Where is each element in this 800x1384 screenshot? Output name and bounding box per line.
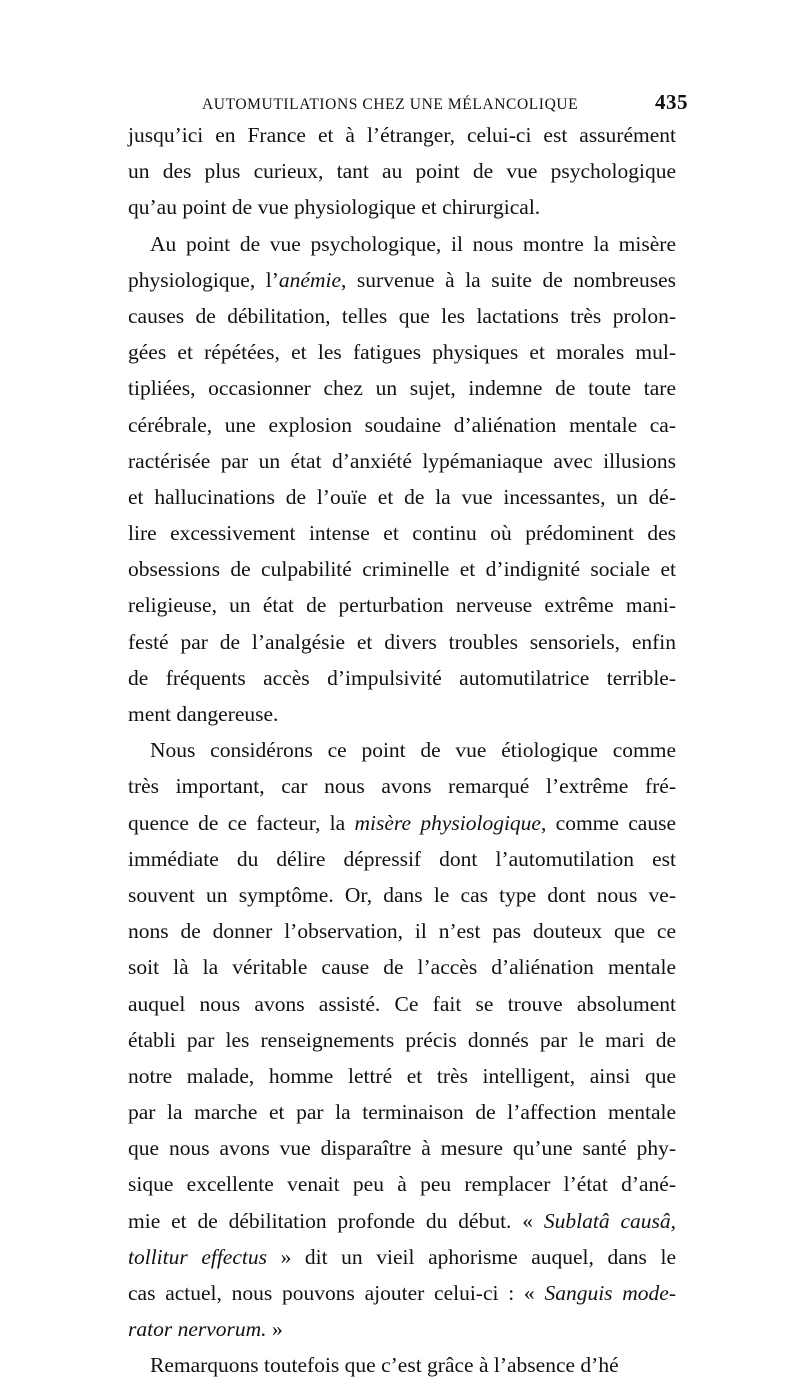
text-line: soit là la véritable cause de l’accès d’aliénation mentale [128,955,676,980]
text-line: cérébrale, une explosion soudaine d’aliénation mentale ca- [128,412,676,437]
text-line: un des plus curieux, tant au point de vue psychologique [128,159,676,184]
text-line: ractérisée par un état d’anxiété lypémaniaque avec illusions [128,448,676,473]
text-line: rator nervorum. » [128,1317,283,1342]
emphasis: tollitur effectus [128,1244,267,1269]
text-line: lire excessivement intense et continu où prédominent des [128,521,676,546]
body-text [128,117,676,1384]
emphasis: anémie [278,267,341,292]
text-line: auquel nous avons assisté. Ce fait se trouve absolument [128,991,676,1016]
text-line: religieuse, un état de perturbation nerveuse extrême mani- [128,593,676,618]
text-line: nons de donner l’observation, il n’est pas douteux que ce [128,919,676,944]
text-line: tollitur effectus » dit un vieil aphorisme auquel, dans le [128,1244,676,1269]
text-line: tipliées, occasionner chez un sujet, indemne de toute tare [128,376,676,401]
emphasis: rator nervorum. [128,1317,267,1342]
text-line: par la marche et par la terminaison de l’affection mentale [128,1100,676,1125]
text-line: jusqu’ici en France et à l’étranger, celui-ci est assurément [128,123,676,147]
text-line: festé par de l’analgésie et divers troubles sensoriels, enfin [128,629,676,654]
paragraph-first-line: Remarquons toutefois que c’est grâce à l’absence d’hé [150,1353,619,1378]
running-header [128,90,688,114]
text-line: très important, car nous avons remarqué l’extrême fré- [128,774,676,799]
text-line: quence de ce facteur, la misère physiologique, comme cause [128,810,676,835]
text-line: que nous avons vue disparaître à mesure qu’une santé phy- [128,1136,676,1161]
text-line: sique excellente venait peu à peu remplacer l’état d’ané- [128,1172,676,1197]
running-title: AUTOMUTILATIONS CHEZ UNE MÉLANCOLIQUE [202,96,579,113]
text-line: qu’au point de vue physiologique et chirurgical. [128,195,541,220]
text-line: de fréquents accès d’impulsivité automutilatrice terrible- [128,665,676,690]
text-line: immédiate du délire dépressif dont l’automutilation est [128,846,676,871]
paragraph-first-line: Au point de vue psychologique, il nous montre la misère [150,231,676,256]
text-line: causes de débilitation, telles que les lactations très prolon- [128,303,676,328]
text-line: établi par les renseignements précis donnés par le mari de [128,1027,676,1052]
page-number: 435 [655,90,688,114]
text-line: gées et répétées, et les fatigues physiques et morales mul- [128,340,676,365]
paragraph-first-line: Nous considérons ce point de vue étiologique comme [150,738,676,763]
text-line: souvent un symptôme. Or, dans le cas type dont nous ve- [128,882,676,907]
emphasis: Sanguis mode- [544,1281,676,1305]
text-line: notre malade, homme lettré et très intelligent, ainsi que [128,1063,676,1088]
text-line: ment dangereuse. [128,702,279,726]
emphasis: misère physiologique [354,810,541,835]
text-line: mie et de débilitation profonde du début. « Sublatâ causâ, [128,1208,677,1233]
text-line: physiologique, l’anémie, survenue à la suite de nombreuses [128,267,676,292]
text-line: cas actuel, nous pouvons ajouter celui-ci : « Sanguis mode- [128,1281,676,1305]
text-line: et hallucinations de l’ouïe et de la vue incessantes, un dé- [128,484,676,509]
text-line: obsessions de culpabilité criminelle et d’indignité sociale et [128,557,676,582]
emphasis: Sublatâ causâ, [543,1208,677,1233]
